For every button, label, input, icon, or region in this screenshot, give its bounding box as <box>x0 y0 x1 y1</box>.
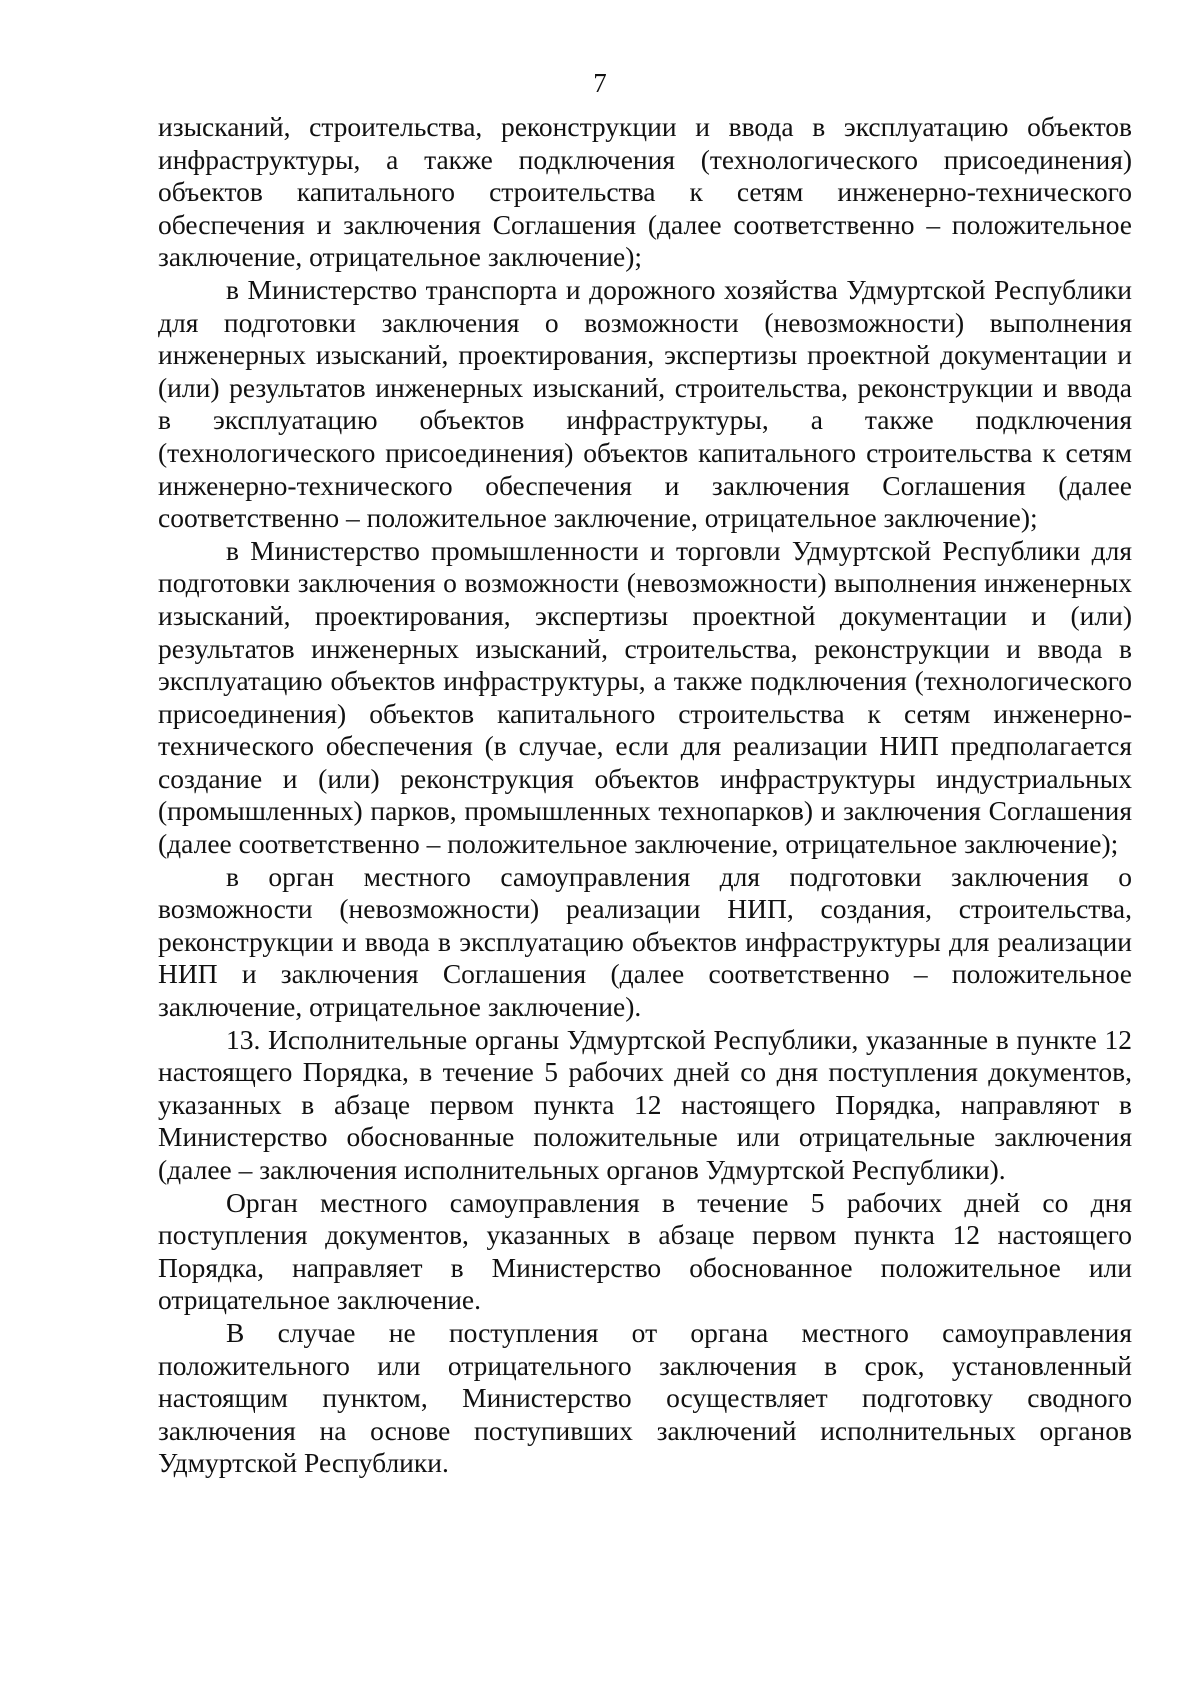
paragraph-ministry-transport: в Министерство транспорта и дорожного хозяйства Удмуртской Республики для подготовки заключения о возможности (невозможности) выполнения инженерных изысканий, проектирования, экспертизы проектной документации и (или) результатов инженерных изысканий, строительства, реконструкции и ввода в эксплуатацию объектов инфраструктуры, а также подключения (технологического присоединения) объектов капитального строительства к сетям инженерно-технического обеспечения и заключения Соглашения (далее соответственно – положительное заключение, отрицательное заключение); <box>158 273 1132 534</box>
paragraph-local-government: в орган местного самоуправления для подготовки заключения о возможности (невозможности) реализации НИП, создания, строительства, реконструкции и ввода в эксплуатацию объектов инфраструктуры для реализации НИП и заключения Соглашения (далее соответственно – положительное заключение, отрицательное заключение). <box>158 860 1132 1023</box>
paragraph-no-conclusion-case: В случае не поступления от органа местного самоуправления положительного или отрицательного заключения в срок, установленный настоящим пунктом, Министерство осуществляет подготовку сводного заключения на основе поступивших заключений исполнительных органов Удмуртской Республики. <box>158 1316 1132 1479</box>
page-number: 7 <box>593 68 607 98</box>
paragraph-item-13: 13. Исполнительные органы Удмуртской Республики, указанные в пункте 12 настоящего Порядка, в течение 5 рабочих дней со дня поступления документов, указанных в абзаце первом пункта 12 настоящего Порядка, направляют в Министерство обоснованные положительные или отрицательные заключения (далее – заключения исполнительных органов Удмуртской Республики). <box>158 1023 1132 1185</box>
paragraph-ministry-industry: в Министерство промышленности и торговли Удмуртской Республики для подготовки заключения о возможности (невозможности) выполнения инженерных изысканий, проектирования, экспертизы проектной документации и (или) результатов инженерных изысканий, строительства, реконструкции и ввода в эксплуатацию объектов инфраструктуры, а также подключения (технологического присоединения) объектов капитального строительства к сетям инженерно-технического обеспечения (в случае, если для реализации НИП предполагается создание и (или) реконструкция объектов инфраструктуры индустриальных (промышленных) парков, промышленных технопарков) и заключения Соглашения (далее соответственно – положительное заключение, отрицательное заключение); <box>158 534 1132 860</box>
paragraph-continuation: изысканий, строительства, реконструкции и ввода в эксплуатацию объектов инфраструктуры, а также подключения (технологического присоединения) объектов капитального строительства к сетям инженерно-технического обеспечения и заключения Соглашения (далее соответственно – положительное заключение, отрицательное заключение); <box>158 111 1132 273</box>
document-body <box>158 111 1132 1480</box>
paragraph-local-government-deadline: Орган местного самоуправления в течение 5 рабочих дней со дня поступления документов, указанных в абзаце первом пункта 12 настоящего Порядка, направляет в Министерство обоснованное положительное или отрицательное заключение. <box>158 1186 1132 1316</box>
